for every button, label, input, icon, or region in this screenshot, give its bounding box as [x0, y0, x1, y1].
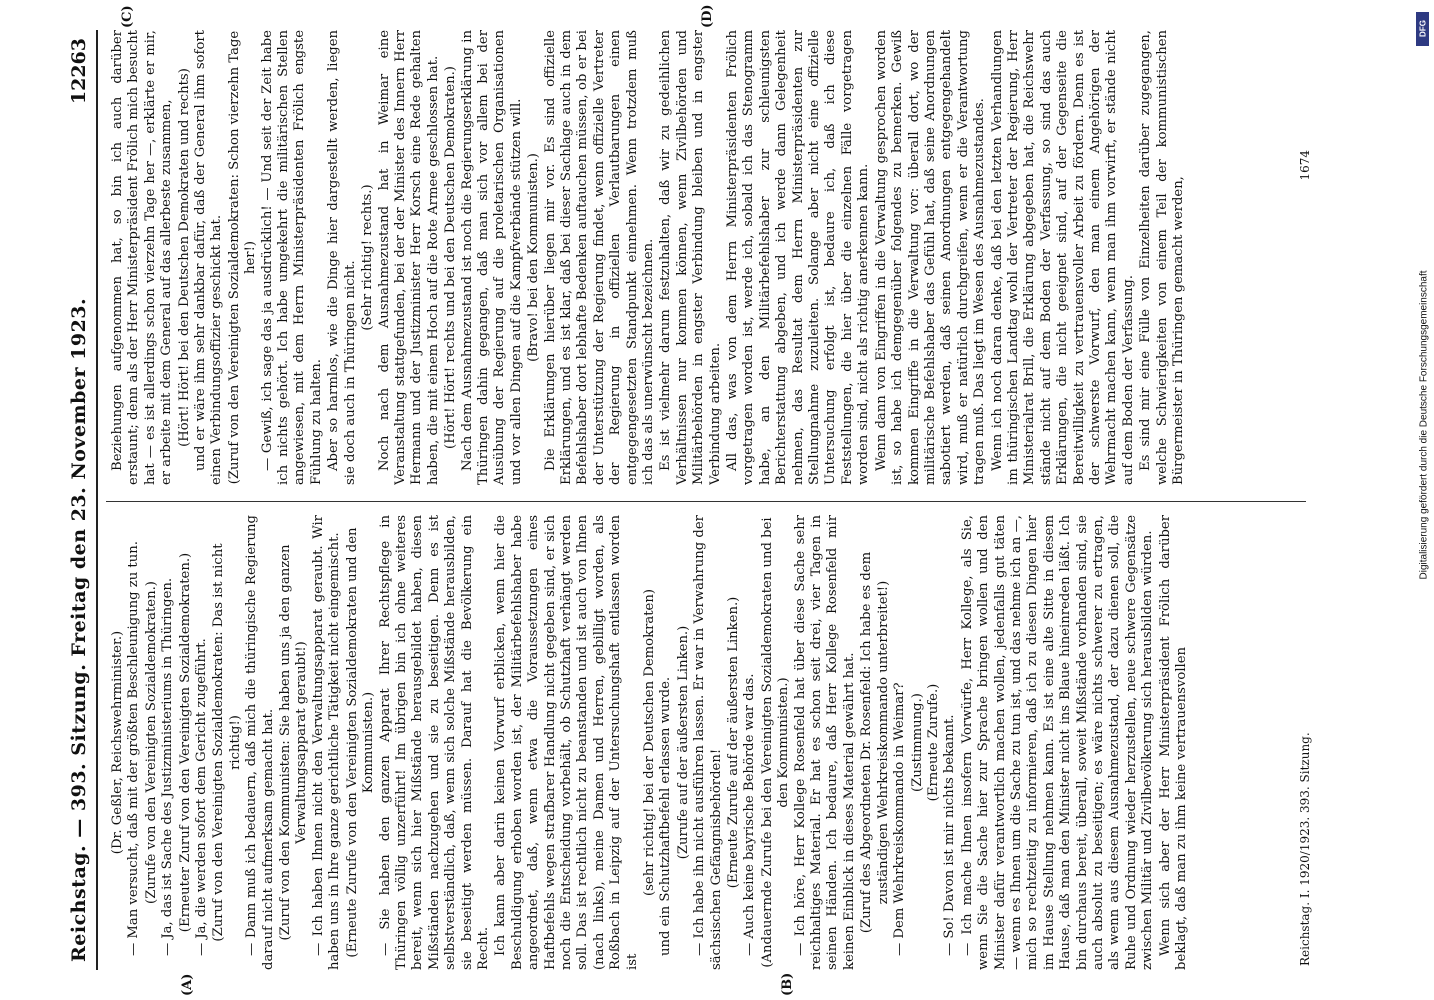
paragraph: Noch nach dem Ausnahmezustand hat in Weimar eine Veranstaltung stattgefunden, bei der der Minister des Innern Herr Hermann und der Justizminister Herr Korsch eine Rede gehalten haben, die mit einem Hoch auf die Rote Armee geschlossen hat.	[376, 30, 441, 485]
interjection: (Zustimmung.)	[909, 693, 925, 792]
footer-signature: Reichstag. I. 1920/1923. 393. Sitzung.	[1298, 732, 1312, 966]
interjection: (Erneute Zurufe.)	[925, 683, 941, 802]
paragraph: — Ich haben Ihnen nicht den Verwaltungsapparat geraubt. Wir haben uns in Ihre ganze gerichtliche Tätigkeit nicht eingemischt.	[310, 515, 343, 970]
page-header	[60, 30, 98, 970]
right-column	[110, 30, 1310, 485]
margin-mark-b: (B)	[780, 972, 795, 996]
paragraph: — Dann muß ich bedauern, daß mich die thüringische Regierung darauf nicht aufmerksam gemacht hat.	[244, 515, 276, 970]
margin-mark-c: (C)	[120, 5, 135, 28]
interjection: (Zuruf des Abgeordneten Dr. Rosenfeld: Ich habe es dem zuständigen Wehrkreiskommando unterbreitet!)	[859, 551, 891, 934]
paragraph: — So! Davon ist mir nichts bekannt.	[942, 714, 958, 956]
paragraph: — Dem Wehrkreiskommando in Weimar?	[892, 682, 908, 956]
watermark-strip	[1412, 4, 1432, 580]
paragraph: Beziehungen aufgenommen hat, so bin ich auch darüber erstaunt; denn als der Herr Ministerpräsident Frölich mich besucht hat — es ist allerdings schon vierzehn Tage her —, erklärte er mir, er arbeite mit dem General auf das allerbeste zusammen,	[110, 30, 175, 485]
paragraph: — Ich höre, Herr Kollege Rosenfeld hat über diese Sache sehr reichhaltiges Material. Er hat es schon seit drei, vier Tagen in seinen Händen. Ich bedaure, daß Herr Kollege Rosenfeld mir keinen Einblick in dieses Material gewährt hat.	[792, 515, 857, 970]
paragraph: — Auch keine bayrische Behörde war das.	[742, 673, 758, 956]
interjection: (Sehr richtig! rechts.)	[360, 184, 376, 331]
interjection: (Bravo! bei den Kommunisten.)	[526, 153, 542, 362]
interjection: (Zuruf von den Vereinigten Sozialdemokraten: Schon vierzehn Tage her!)	[226, 30, 259, 485]
left-column	[110, 515, 1310, 970]
interjection: (Zurufe von den Vereinigten Sozialdemokraten.)	[143, 581, 159, 904]
interjection: (Andauernde Zurufe bei den Vereinigten Sozialdemokraten und bei den Kommunisten.)	[759, 517, 792, 968]
margin-mark-d: (D)	[700, 4, 715, 28]
interjection: (Zuruf von den Vereinigten Sozialdemokraten: Das ist nicht richtig!)	[211, 543, 243, 942]
footer-sheet-number: 1674	[1298, 150, 1312, 181]
paragraph: — Ja, das ist Sache des Justizministeriums in Thüringen.	[160, 577, 176, 956]
paragraph: Wenn sich aber der Herr Ministerpräsident Frölich darüber beklagt, daß man zu ihm keine vertrauensvollen	[1157, 515, 1189, 970]
watermark-text: Digitalisierung gefördert durch die Deutsche Forschungsgemeinschaft	[1418, 270, 1430, 580]
interjection: (Dr. Geßler, Reichswehrminister.)	[110, 630, 125, 855]
interjection: (Erneuter Zuruf von den Vereinigten Sozialdemokraten.)	[177, 552, 193, 933]
paragraph: — Gewiß, ich sage das ja ausdrücklich! — Und seit der Zeit habe ich nichts gehört. Ich habe umgekehrt die militärischen Stellen angewiesen, mit dem Herrn Ministerpräsidenten Frölich engste Fühlung zu halten.	[259, 30, 324, 485]
paragraph: — Sie haben den ganzen Apparat Ihrer Rechtspflege in Thüringen völlig unzerführt! Im übrigen bin ich ohne weiteres bereit, wenn sich hier Mißstände herausgebildet haben, diesen Mißständen nachzugehen und sie zu beseitigen. Denn es ist selbstverständlich, daß, wenn sich solche Mißstände herausbilden, sie beseitigt werden müssen. Darauf hat die Bevölkerung ein Recht.	[377, 515, 491, 970]
paragraph: Wenn ich noch daran denke, daß bei den letzten Verhandlungen im thüringischen Landtag wohl der Vertreter der Regierung, Herr Ministerialrat Brill, die Erklärung abgegeben hat, die Reichswehr stände nicht auf dem Boden der Verfassung, so sind das auch Erklärungen, die nicht geeignet sind, auf der Gegenseite die Bereitwilligkeit zu vertrauensvoller Arbeit zu fördern. Denn es ist der schwerste Vorwurf, den man einem Angehörigen der Wehrmacht machen kann, wenn man ihm vorwirft, er stände nicht auf dem Boden der Verfassung.	[989, 30, 1136, 485]
paragraph: — Man versucht, daß mit der größten Beschleunigung zu tun.	[126, 541, 142, 956]
interjection: (Erneute Zurufe von den Vereinigten Sozialdemokraten und den Kommunisten.)	[344, 527, 377, 958]
column-divider	[106, 501, 1306, 502]
interjection: (Hört! Hört! rechts und bei den Deutschen Demokraten.)	[443, 66, 459, 449]
paragraph: Es sind mir eine Fülle von Einzelheiten darüber zugegangen, welche Schwierigkeiten von einem Teil der kommunistischen Bürgermeister in Thüringen gemacht werden,	[1138, 30, 1186, 485]
interjection: (Erneute Zurufe auf der äußersten Linken.)	[726, 596, 742, 889]
page-number: 12263	[68, 38, 90, 105]
page-content	[60, 4, 1320, 996]
paragraph: und er wäre ihm sehr dankbar dafür, daß der General ihm sofort einen Verbindungsoffizier geschickt hat.	[193, 30, 225, 485]
paragraph: — Ich habe ihn nicht ausführen lassen. Er war in Verwahrung der sächsischen Gefängnisbehörden!	[692, 515, 724, 970]
paragraph: Nach dem Ausnahmezustand ist noch die Regierungserklärung in Thüringen dahin gegangen, daß man sich vor allem bei der Ausübung der Regierung auf die proletarischen Organisationen und vor allen Dingen auf die Kampfverbände stützen will.	[459, 30, 524, 485]
interjection: (Hört! Hört! bei den Deutschen Demokraten und rechts)	[176, 68, 192, 447]
paragraph: — Ja, die werden sofort dem Gericht zugeführt.	[194, 638, 210, 956]
interjection: (sehr richtig! bei der Deutschen Demokraten)	[642, 589, 657, 896]
paragraph: Die Erklärungen hierüber liegen mir vor. Es sind offizielle Erklärungen, und es ist klar, daß bei dieser Sachlage auch in dem Befehlshaber dort lebhafte Bedenken auftauchen müssen, ob er bei der Unterstützung der Regierung findet, wenn offizielle Vertreter der Regierung in offiziellen Verlautbarungen einen entgegengesetzten Standpunkt einnehmen. Wenn trotzdem muß ich das als unerwünscht bezeichnen.	[542, 30, 656, 485]
paragraph: Es ist vielmehr darum festzuhalten, daß wir zu gedeihlichen Verhältnissen nur kommen können, wenn Zivilbehörden und Militärbehörden in engster Verbindung bleiben und in engster Verbindung arbeiten.	[658, 30, 723, 485]
interjection: (Zurufe auf der äußersten Linken.)	[675, 625, 691, 860]
paragraph: — Ich mache Ihnen insofern Vorwürfe, Herr Kollege, als Sie, wenn Sie die Sache hier zur Sprache bringen wollen und den Minister dafür verantwortlich machen wollen, jedenfalls gut täten — wenn es Ihnen um die Sache zu tun ist, und das nehme ich an —, mich so rechtzeitig zu informieren, daß ich zu diesen Dingen hier im Hause Stellung nehmen kann. Es ist eine alte Sitte in diesem Hause, daß man den Minister nicht ins Blaue hineinreden läßt. Ich bin durchaus bereit, überall, soweit Mißstände vorhanden sind, sie auch absolut zu beseitigen; es wäre nichts schwerer zu ertragen, als wenn aus diesem Ausnahmezustand, der dazu dienen soll, die Ruhe und Ordnung wieder herzustellen, neue schwere Gegensätze zwischen Militär und Zivilbevölkerung sich herausbilden würden.	[959, 515, 1156, 970]
paragraph: All das, was von dem Herrn Ministerpräsidenten Frölich vorgetragen worden ist, werde ich, sobald ich das Stenogramm habe, an den Militärbefehlshaber zur schleunigsten Berichterstattung abgeben, und ich werde dann Gelegenheit nehmen, das Resultat dem Herrn Ministerpräsidenten zur Stellungnahme zuzuleiten. Solange aber nicht eine offizielle Untersuchung erfolgt ist, bedaure ich, daß ich diese Feststellungen, die hier über die einzelnen Fälle vorgetragen worden sind, nicht als richtig anerkennen kann.	[725, 30, 872, 485]
paragraph: und ein Schutzhaftbefehl erlassen wurde.	[658, 676, 674, 956]
paragraph: Aber so harmlos, wie die Dinge hier dargestellt werden, liegen sie doch auch in Thüringen nicht.	[326, 30, 358, 485]
paragraph: Ich kann aber darin keinen Vorwurf erblicken, wenn hier die Beschuldigung erhoben worden ist, der Militärbefehlshaber habe angeordnet, daß, wenn etwa die Voraussetzungen eines Haftbefehls wegen strafbarer Handlung nicht gegeben sind, er sich noch die Entscheidung vorbehält, ob Schutzhaft verhängt werden soll. Das ist rechtlich nicht zu beanstanden und ist auch von Ihnen (nach links), meine Damen und Herren, gebilligt worden, als Roßbach in Leipzig auf der Untersuchungshaft entlassen worden ist	[493, 515, 640, 970]
paragraph: Wenn dann von Eingriffen in die Verwaltung gesprochen worden ist, so habe ich demgegenüber folgendes zu bemerken. Gewiß kommen Eingriffe in die Verwaltung vor: überall dort, wo der militärische Befehlshaber das Gefühl hat, daß seine Anordnungen sabotiert werden, daß seinen Anordnungen entgegengehandelt wird, muß er natürlich durchgreifen, wenn er die Verantwortung tragen muß. Das liegt im Wesen des Ausnahmezustandes.	[873, 30, 988, 485]
interjection: (Zuruf von den Kommunisten: Sie haben uns ja den ganzen Verwaltungsapparat geraubt!)	[278, 544, 310, 941]
margin-mark-a: (A)	[180, 973, 195, 996]
header-title: Reichstag. — 393. Sitzung. Freitag den 23. November 1923.	[68, 297, 90, 962]
dfg-logo: DFG	[1416, 12, 1429, 46]
